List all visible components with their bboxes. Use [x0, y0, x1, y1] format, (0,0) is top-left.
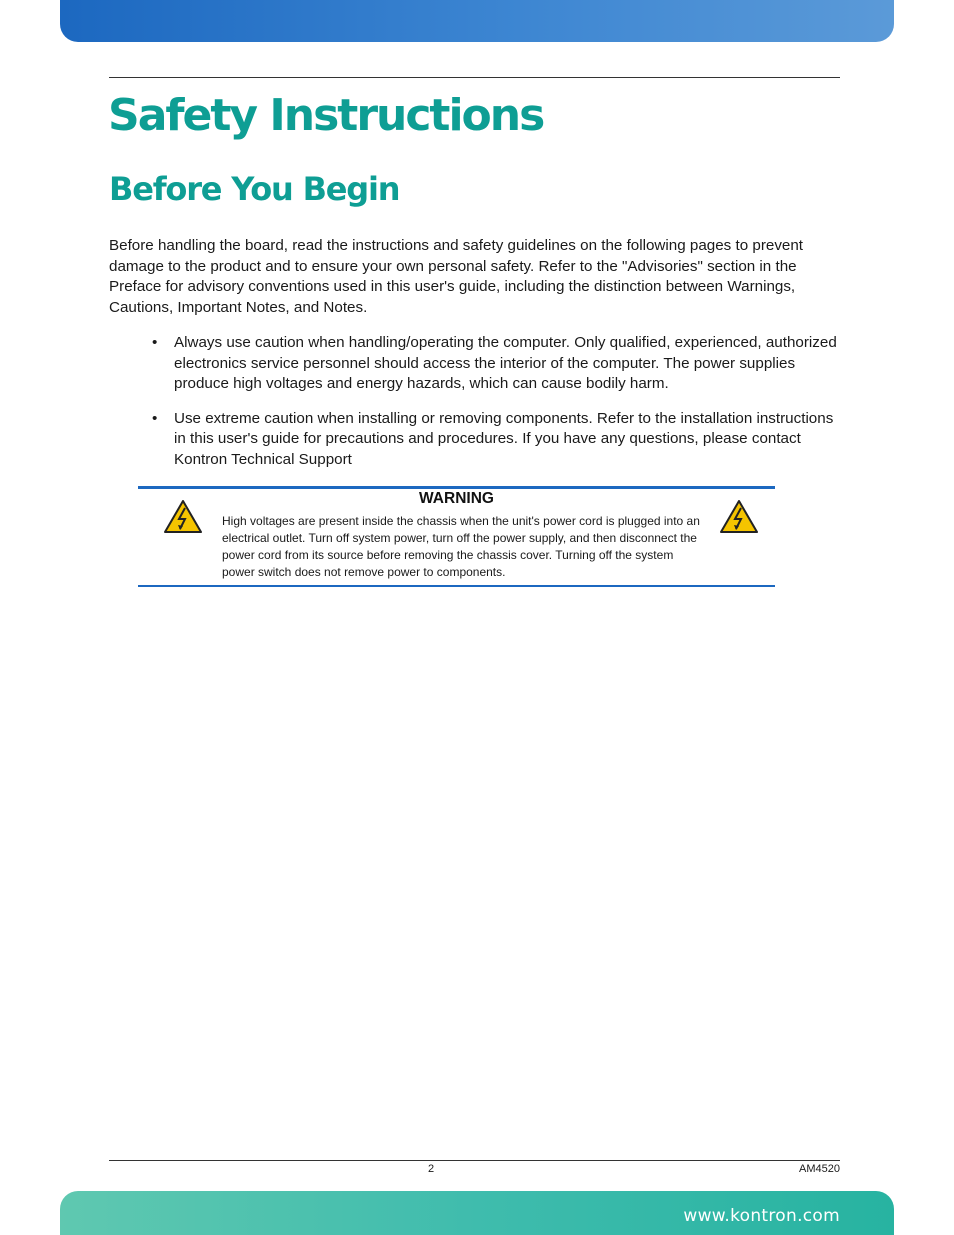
high-voltage-warning-icon [163, 499, 203, 534]
footer-band [60, 1191, 894, 1235]
list-item [150, 409, 840, 471]
section-title: Before You Begin [109, 170, 400, 208]
warning-text: High voltages are present inside the chassis when the unit's power cord is plugged into an electrical outlet. Turn off system power, turn off the power supply, and then disconnect the power cord from its source before removing the chassis cover. Turning off the system power switch does not remove power to components. [222, 514, 700, 579]
list-item [150, 333, 840, 395]
header-divider [109, 77, 840, 78]
page-number: 2 [427, 1163, 435, 1175]
safety-bullet-list [150, 333, 840, 484]
header-band [60, 0, 894, 42]
warning-box [138, 486, 775, 587]
page-title: Safety Instructions [108, 90, 544, 141]
high-voltage-warning-icon [719, 499, 759, 534]
intro-paragraph: Before handling the board, read the instructions and safety guidelines on the following pages to prevent damage to the product and to ensure your own personal safety. Refer to the "Advisories" section in the Preface for advisory conventions used in this user's guide, including the distinction between Warnings, Cautions, Important Notes, and Notes. [109, 237, 804, 316]
bullet-marker: • [152, 409, 158, 427]
bullet-text: Use extreme caution when installing or removing components. Refer to the installation instructions in this user's guide for precautions and procedures. If you have any questions, please contact Kontron Technical Support [174, 409, 834, 468]
footer-divider [109, 1160, 840, 1161]
bullet-text: Always use caution when handling/operating the computer. Only qualified, experienced, authorized electronics service personnel should access the interior of the computer. The power supplies produce high voltages and energy hazards, which can cause bodily harm. [174, 334, 837, 392]
warning-heading: WARNING [419, 490, 494, 507]
website-link[interactable]: www.kontron.com [683, 1206, 840, 1226]
bullet-marker: • [152, 334, 158, 351]
document-code: AM4520 [799, 1163, 840, 1175]
